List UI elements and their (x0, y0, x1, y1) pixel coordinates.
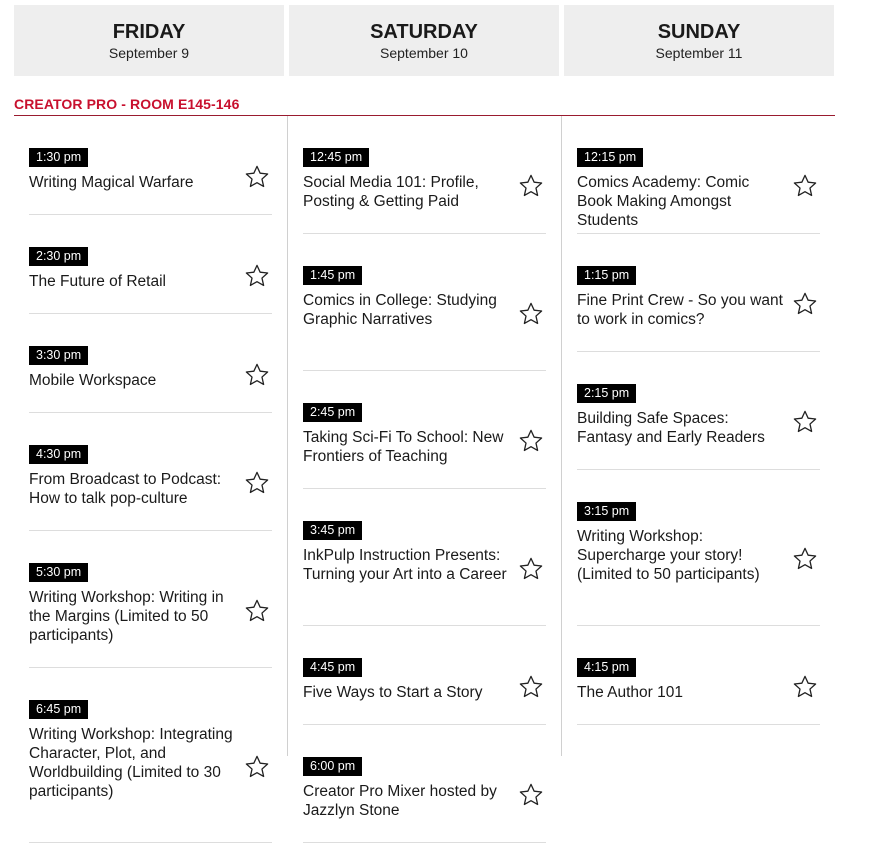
session-item[interactable] (29, 668, 272, 843)
session-title[interactable]: Five Ways to Start a Story (303, 684, 483, 701)
session-time-badge: 1:30 pm (29, 148, 88, 167)
favorite-star-icon[interactable] (518, 173, 544, 199)
session-title[interactable]: Comics in College: Studying Graphic Narratives (303, 292, 497, 328)
day-name: SUNDAY (657, 21, 741, 43)
schedule-column-friday (29, 116, 272, 843)
session-time-badge: 12:15 pm (577, 148, 643, 167)
session-time-badge: 1:45 pm (303, 266, 362, 285)
session-time-badge: 4:15 pm (577, 658, 636, 677)
day-header-saturday (289, 5, 559, 76)
favorite-star-icon[interactable] (244, 754, 270, 780)
session-item[interactable] (577, 352, 820, 470)
session-title[interactable]: The Author 101 (577, 684, 683, 701)
favorite-star-icon[interactable] (244, 598, 270, 624)
session-item[interactable] (29, 116, 272, 215)
favorite-star-icon[interactable] (518, 301, 544, 327)
session-title[interactable]: Mobile Workspace (29, 372, 157, 389)
session-time-badge: 1:15 pm (577, 266, 636, 285)
session-title[interactable]: Writing Magical Warfare (29, 174, 194, 191)
day-date: September 10 (380, 45, 468, 61)
session-item[interactable] (303, 725, 546, 843)
session-item[interactable] (29, 314, 272, 413)
day-header-sunday (564, 5, 834, 76)
session-title[interactable]: Creator Pro Mixer hosted by Jazzlyn Stone (303, 783, 497, 819)
day-name: SATURDAY (370, 21, 478, 43)
schedule-column-sunday (577, 116, 820, 725)
favorite-star-icon[interactable] (518, 556, 544, 582)
favorite-star-icon[interactable] (792, 546, 818, 572)
session-item[interactable] (303, 626, 546, 725)
session-item[interactable] (577, 234, 820, 352)
favorite-star-icon[interactable] (518, 674, 544, 700)
column-divider (287, 116, 288, 756)
session-time-badge: 5:30 pm (29, 563, 88, 582)
session-title[interactable]: Writing Workshop: Supercharge your story! (Limited to 50 participants) (577, 528, 760, 583)
session-time-badge: 6:00 pm (303, 757, 362, 776)
favorite-star-icon[interactable] (792, 291, 818, 317)
session-title[interactable]: InkPulp Instruction Presents: Turning your Art into a Career (303, 547, 507, 583)
day-header-friday (14, 5, 284, 76)
favorite-star-icon[interactable] (792, 173, 818, 199)
session-item[interactable] (303, 234, 546, 371)
session-item[interactable] (577, 470, 820, 626)
day-date: September 9 (108, 45, 190, 61)
favorite-star-icon[interactable] (244, 263, 270, 289)
session-title[interactable]: Building Safe Spaces: Fantasy and Early Readers (577, 410, 765, 446)
favorite-star-icon[interactable] (792, 674, 818, 700)
session-time-badge: 2:30 pm (29, 247, 88, 266)
day-name: FRIDAY (112, 21, 186, 43)
session-time-badge: 3:30 pm (29, 346, 88, 365)
session-item[interactable] (29, 215, 272, 314)
column-divider (561, 116, 562, 756)
session-time-badge: 2:15 pm (577, 384, 636, 403)
session-item[interactable] (303, 371, 546, 489)
session-item[interactable] (29, 413, 272, 531)
favorite-star-icon[interactable] (518, 782, 544, 808)
day-headers (14, 5, 835, 76)
session-time-badge: 2:45 pm (303, 403, 362, 422)
session-title[interactable]: Comics Academy: Comic Book Making Amongst Students (577, 174, 750, 229)
room-label: CREATOR PRO - ROOM E145-146 (14, 96, 240, 112)
session-time-badge: 4:30 pm (29, 445, 88, 464)
session-title[interactable]: The Future of Retail (29, 273, 166, 290)
favorite-star-icon[interactable] (244, 164, 270, 190)
session-title[interactable]: From Broadcast to Podcast: How to talk pop-culture (29, 471, 222, 507)
session-title[interactable]: Writing Workshop: Writing in the Margins (Limited to 50 participants) (29, 589, 224, 644)
session-time-badge: 4:45 pm (303, 658, 362, 677)
schedule-column-saturday (303, 116, 546, 843)
favorite-star-icon[interactable] (244, 362, 270, 388)
session-time-badge: 3:15 pm (577, 502, 636, 521)
favorite-star-icon[interactable] (518, 428, 544, 454)
session-item[interactable] (303, 116, 546, 234)
session-time-badge: 3:45 pm (303, 521, 362, 540)
day-date: September 11 (655, 45, 743, 61)
session-time-badge: 6:45 pm (29, 700, 88, 719)
session-time-badge: 12:45 pm (303, 148, 369, 167)
session-title[interactable]: Taking Sci-Fi To School: New Frontiers of Teaching (303, 429, 504, 465)
session-item[interactable] (303, 489, 546, 626)
session-title[interactable]: Social Media 101: Profile, Posting & Getting Paid (303, 174, 479, 210)
session-title[interactable]: Fine Print Crew - So you want to work in comics? (577, 292, 783, 328)
favorite-star-icon[interactable] (244, 470, 270, 496)
session-item[interactable] (577, 116, 820, 234)
session-item[interactable] (29, 531, 272, 668)
session-title[interactable]: Writing Workshop: Integrating Character, Plot, and Worldbuilding (Limited to 30 participants) (29, 726, 233, 800)
favorite-star-icon[interactable] (792, 409, 818, 435)
session-item[interactable] (577, 626, 820, 725)
